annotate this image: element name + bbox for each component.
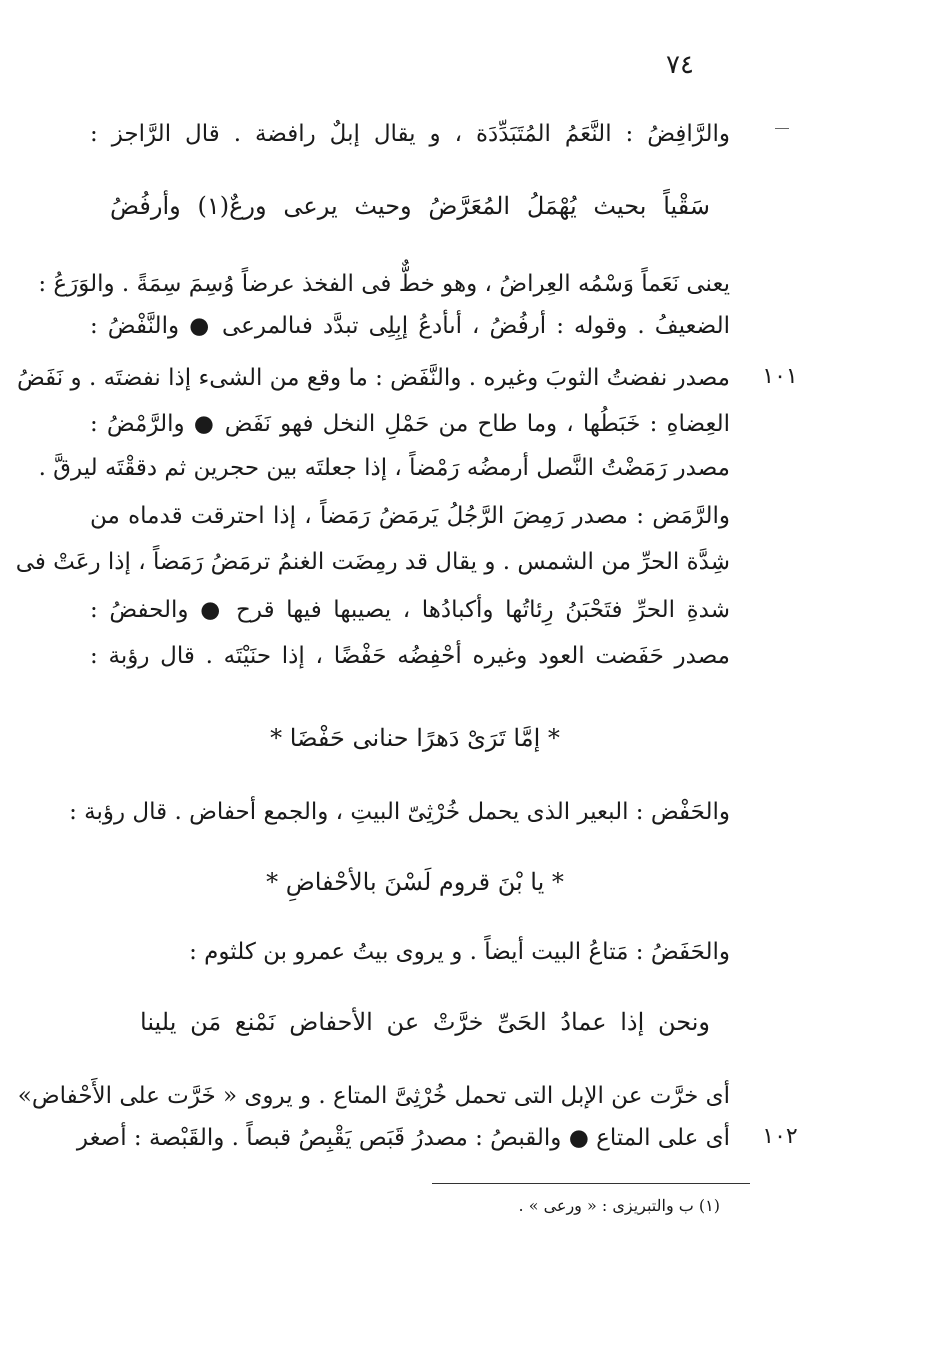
text-line-8: والرَّمَض : مصدر رَمِضَ الرَّجُلُ يَرمَضُ رَمَضاً ، إذا احترقت قدماه من	[90, 503, 730, 529]
margin-mark	[775, 128, 789, 129]
text-line-4: الضعيفُ . وقوله : أرفُضُ ، أىأدعُ إبِلِى تبدَّد فىالمرعى ● والنَّفْضُ :	[90, 313, 730, 339]
text-line-17: أى خرَّت عن الإبل التى تحمل خُرْثِىَّ المتاع . و يروى « خَرَّت على الأَحْفاض»	[17, 1083, 730, 1109]
entry-number-102: ١٠٢	[762, 1124, 798, 1149]
text-line-18: أى على المتاع ● والقبصُ : مصدرُ قَبَص يَقْبِصُ قبصاً . والقَبْصة : أصغر	[76, 1125, 730, 1151]
text-line-13: والحَفْض : البعير الذى يحمل خُرْثِىّ البيتِ ، والجمع أحفاض . قال رؤبة :	[69, 799, 730, 825]
footnote-rule	[432, 1183, 750, 1184]
text-line-6: العِضاهِ : خَبَطُها ، وما طاح من حَمْلِ النخل فهو نَفَض ● والرَّمْضُ :	[90, 411, 730, 437]
text-line-3: يعنى نَعَماً وَسْمُه العِراضُ ، وهو خطٌّ فى الفخذ عرضاً وُسِمَ سِمَةً . والوَرَعُ :	[38, 271, 730, 297]
page-number: ٧٤	[666, 50, 694, 80]
verse-line-1: سَقْياً بحيث يُهْمَلُ المُعَرَّضُ وحيث يرعى ورعٌ(١) وأرفُضُ	[110, 192, 710, 220]
footnote: (١) ب والتبريزى : « ورعى » .	[518, 1196, 720, 1215]
verse-line-2: * إمَّا تَرَىْ دَهرًا حنانى حَفْضَا *	[270, 724, 560, 752]
text-line-10: شدةِ الحرِّ فتَحْبَنُ رِئاتُها وأكبادُها ، يصيبها فيها قرح ● والحفضُ :	[90, 597, 730, 623]
text-line-15: والحَفَضُ : مَتاعُ البيت أيضاً . و يروى بيتُ عمرو بن كلثوم :	[189, 939, 730, 965]
verse-line-4: ونحن إذا عمادُ الحَىِّ خرَّتْ عن الأحفاض نَمْنع مَن يلينا	[140, 1008, 710, 1036]
text-line-7: مصدر رَمَضْتُ النَّصل أرمضُه رَمْضاً ، إذا جعلتَه بين حجرين ثم دققْتَه ليرقَّ .	[38, 455, 730, 481]
text-line-11: مصدر حَفَضت العود وغيره أحْفِضُه حَفْضًا ، إذا حنَيْتَه . قال رؤبة :	[90, 643, 730, 669]
entry-number-101: ١٠١	[762, 364, 798, 389]
text-line-5: مصدر نفضتُ الثوبَ وغيره . والنَّفَض : ما وقع من الشىء إذا نفضتَه . و نَفَضُ	[17, 365, 730, 391]
text-line-1: والرَّافِضُ : النَّعَمُ المُتَبَدِّدَة ، و يقال إبلٌ رافضة . قال الرَّاجز :	[90, 121, 730, 147]
verse-line-3: * يا بْنَ قروم لَسْنَ بالأحْفاضِ *	[266, 868, 564, 896]
text-line-9: شِدَّة الحرِّ من الشمس . و يقال قد رمِضَت الغنمُ ترمَضُ رَمَضاً ، إذا رعَتْ فى	[15, 549, 730, 575]
